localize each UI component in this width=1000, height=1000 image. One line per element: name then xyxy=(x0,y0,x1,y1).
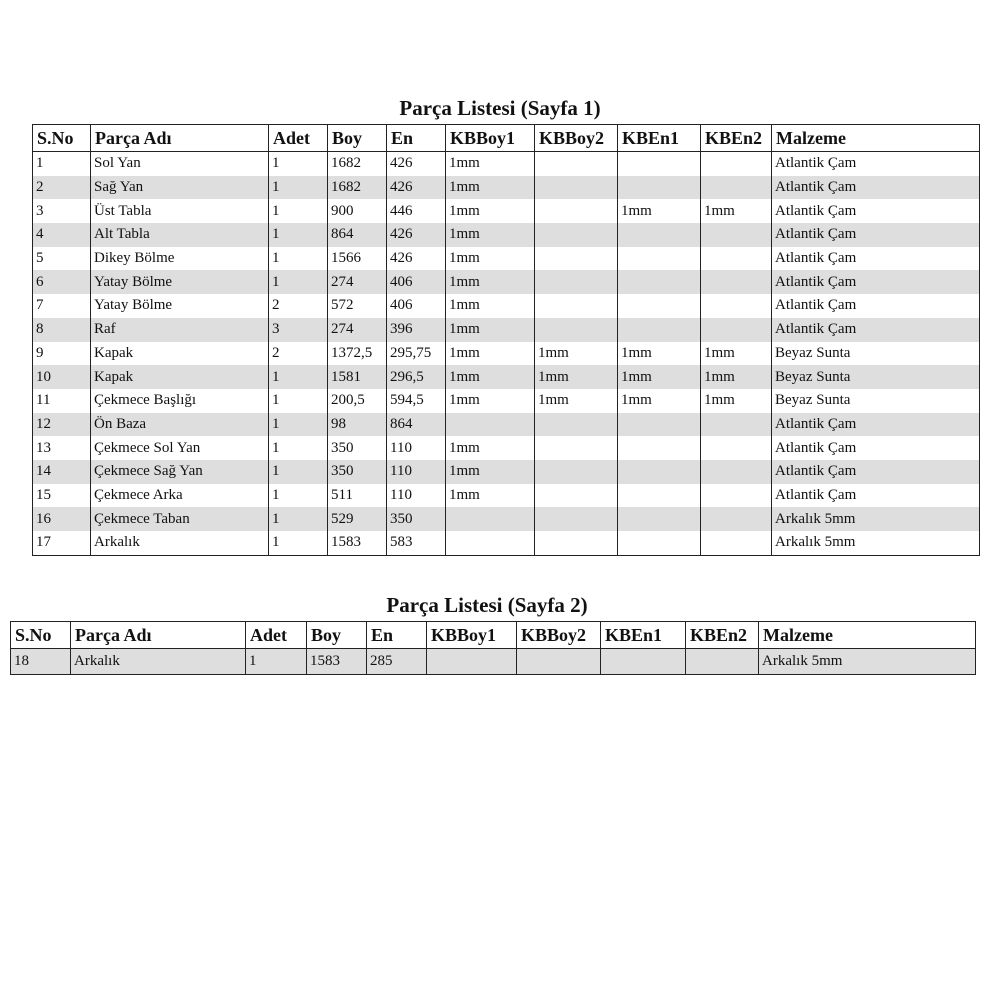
column-header: KBEn1 xyxy=(601,622,686,649)
table-cell: 11 xyxy=(33,389,91,413)
table-cell: 406 xyxy=(387,270,446,294)
table-cell xyxy=(701,484,772,508)
table-cell: Beyaz Sunta xyxy=(772,365,980,389)
table-cell: 511 xyxy=(328,484,387,508)
table-cell: 16 xyxy=(33,507,91,531)
table-header-row xyxy=(33,125,980,152)
table-cell: 1 xyxy=(269,152,328,176)
table-cell xyxy=(618,152,701,176)
table-cell: Beyaz Sunta xyxy=(772,389,980,413)
table-cell: 295,75 xyxy=(387,342,446,366)
column-header: Malzeme xyxy=(772,125,980,152)
column-header: KBEn1 xyxy=(618,125,701,152)
table-cell xyxy=(701,247,772,271)
table-cell: 864 xyxy=(328,223,387,247)
table-cell xyxy=(618,531,701,555)
table-cell: Atlantik Çam xyxy=(772,318,980,342)
table-cell: 426 xyxy=(387,152,446,176)
table-row xyxy=(33,484,980,508)
table-cell xyxy=(701,294,772,318)
table-cell xyxy=(701,436,772,460)
table-cell: Atlantik Çam xyxy=(772,436,980,460)
table-cell: 1mm xyxy=(446,484,535,508)
table-cell: Atlantik Çam xyxy=(772,484,980,508)
table-cell: 1 xyxy=(269,413,328,437)
table-cell: 1mm xyxy=(701,389,772,413)
column-header: KBBoy1 xyxy=(427,622,517,649)
table-cell: 1mm xyxy=(618,365,701,389)
table-cell xyxy=(701,507,772,531)
table-cell xyxy=(535,531,618,555)
table-cell: Arkalık xyxy=(91,531,269,555)
column-header: Parça Adı xyxy=(91,125,269,152)
column-header: Adet xyxy=(246,622,307,649)
table-cell xyxy=(535,318,618,342)
table-cell xyxy=(535,436,618,460)
table-cell xyxy=(618,507,701,531)
table-cell: 3 xyxy=(269,318,328,342)
table-cell: 274 xyxy=(328,318,387,342)
table-cell: 1mm xyxy=(446,223,535,247)
table-cell: Atlantik Çam xyxy=(772,223,980,247)
table-cell xyxy=(686,649,759,675)
table-cell: 13 xyxy=(33,436,91,460)
table-cell: Atlantik Çam xyxy=(772,413,980,437)
table-cell xyxy=(618,413,701,437)
table-cell: 583 xyxy=(387,531,446,555)
table-cell: 1 xyxy=(33,152,91,176)
table-cell: 1 xyxy=(269,199,328,223)
table-cell: 7 xyxy=(33,294,91,318)
column-header: KBBoy2 xyxy=(517,622,601,649)
table-row xyxy=(33,436,980,460)
table-cell: Çekmece Arka xyxy=(91,484,269,508)
table-cell: 17 xyxy=(33,531,91,555)
table-cell xyxy=(535,247,618,271)
table-row xyxy=(11,649,976,675)
parts-table-page-2 xyxy=(10,621,976,675)
table-cell: Sol Yan xyxy=(91,152,269,176)
table-cell: Kapak xyxy=(91,365,269,389)
table-cell: 446 xyxy=(387,199,446,223)
table-cell: 1mm xyxy=(618,342,701,366)
table-cell xyxy=(535,460,618,484)
table-cell xyxy=(701,460,772,484)
table-cell: 594,5 xyxy=(387,389,446,413)
table-cell: 296,5 xyxy=(387,365,446,389)
table-cell: 18 xyxy=(11,649,71,675)
table-cell: 529 xyxy=(328,507,387,531)
table-cell xyxy=(618,436,701,460)
table-cell: 200,5 xyxy=(328,389,387,413)
table-cell xyxy=(446,531,535,555)
table-cell: 350 xyxy=(328,460,387,484)
table-cell xyxy=(535,270,618,294)
table-row xyxy=(33,270,980,294)
table-cell: Kapak xyxy=(91,342,269,366)
table-cell: Üst Tabla xyxy=(91,199,269,223)
table-row xyxy=(33,507,980,531)
table-cell: 1682 xyxy=(328,176,387,200)
table-cell: Arkalık 5mm xyxy=(759,649,976,675)
table-cell: Arkalık 5mm xyxy=(772,531,980,555)
column-header: En xyxy=(387,125,446,152)
table-cell: 1mm xyxy=(446,342,535,366)
table-cell: 274 xyxy=(328,270,387,294)
table-cell xyxy=(601,649,686,675)
table-cell: Yatay Bölme xyxy=(91,270,269,294)
table-row xyxy=(33,365,980,389)
table-cell: 1mm xyxy=(446,460,535,484)
table-cell: 1mm xyxy=(701,199,772,223)
table-cell xyxy=(701,318,772,342)
table-cell: 5 xyxy=(33,247,91,271)
column-header: En xyxy=(367,622,427,649)
table-cell xyxy=(701,223,772,247)
table-cell: 1581 xyxy=(328,365,387,389)
table-cell: Ön Baza xyxy=(91,413,269,437)
table-row xyxy=(33,413,980,437)
table-cell xyxy=(701,270,772,294)
table-cell: 1mm xyxy=(446,199,535,223)
table-cell: 426 xyxy=(387,223,446,247)
table-cell xyxy=(701,413,772,437)
table-cell xyxy=(701,152,772,176)
table-cell: Arkalık xyxy=(71,649,246,675)
table-cell xyxy=(535,152,618,176)
table-cell: 1mm xyxy=(701,342,772,366)
table-cell xyxy=(618,484,701,508)
table-cell: Sağ Yan xyxy=(91,176,269,200)
table-cell: 426 xyxy=(387,247,446,271)
table-cell: 864 xyxy=(387,413,446,437)
table-cell: 2 xyxy=(269,342,328,366)
table-cell: 1mm xyxy=(535,365,618,389)
column-header: Adet xyxy=(269,125,328,152)
table-cell: Beyaz Sunta xyxy=(772,342,980,366)
table-row xyxy=(33,531,980,555)
table-cell: 572 xyxy=(328,294,387,318)
column-header: KBEn2 xyxy=(686,622,759,649)
table-cell: 10 xyxy=(33,365,91,389)
table-cell: 1682 xyxy=(328,152,387,176)
table-cell: 12 xyxy=(33,413,91,437)
table-cell: 15 xyxy=(33,484,91,508)
table-cell: 110 xyxy=(387,460,446,484)
table-row xyxy=(33,176,980,200)
table-cell: 6 xyxy=(33,270,91,294)
table-cell: 4 xyxy=(33,223,91,247)
table-cell xyxy=(618,318,701,342)
table-cell: 1mm xyxy=(446,436,535,460)
table-cell xyxy=(618,223,701,247)
column-header: Boy xyxy=(328,125,387,152)
table-cell xyxy=(535,413,618,437)
table-cell: 3 xyxy=(33,199,91,223)
table-cell xyxy=(535,294,618,318)
table-cell: 1372,5 xyxy=(328,342,387,366)
table-cell xyxy=(618,294,701,318)
table-cell: Raf xyxy=(91,318,269,342)
table-cell: Çekmece Sol Yan xyxy=(91,436,269,460)
table-cell: Atlantik Çam xyxy=(772,152,980,176)
table-cell: Arkalık 5mm xyxy=(772,507,980,531)
table-cell: 1mm xyxy=(446,365,535,389)
table-cell: 98 xyxy=(328,413,387,437)
table-cell xyxy=(427,649,517,675)
column-header: S.No xyxy=(33,125,91,152)
table-cell: 1mm xyxy=(535,389,618,413)
column-header: KBBoy2 xyxy=(535,125,618,152)
table-cell: Atlantik Çam xyxy=(772,247,980,271)
table-cell: 9 xyxy=(33,342,91,366)
column-header: S.No xyxy=(11,622,71,649)
table-cell: 110 xyxy=(387,436,446,460)
table-cell: 406 xyxy=(387,294,446,318)
table-cell: 1 xyxy=(269,176,328,200)
table-cell: Atlantik Çam xyxy=(772,176,980,200)
column-header: Parça Adı xyxy=(71,622,246,649)
table-cell: 1mm xyxy=(701,365,772,389)
table-cell: 426 xyxy=(387,176,446,200)
table-cell: 1 xyxy=(269,460,328,484)
table-cell: 1 xyxy=(246,649,307,675)
table-cell: Çekmece Taban xyxy=(91,507,269,531)
table-cell: 1mm xyxy=(446,294,535,318)
table-cell xyxy=(701,531,772,555)
table-cell xyxy=(446,507,535,531)
table-cell: 1 xyxy=(269,247,328,271)
table-cell: 1 xyxy=(269,484,328,508)
table-cell: Çekmece Başlığı xyxy=(91,389,269,413)
table-cell: 1mm xyxy=(618,389,701,413)
table-cell: 396 xyxy=(387,318,446,342)
table-cell: 900 xyxy=(328,199,387,223)
table-cell: Atlantik Çam xyxy=(772,460,980,484)
column-header: Malzeme xyxy=(759,622,976,649)
parts-table-page-1 xyxy=(32,124,980,556)
table-cell: 110 xyxy=(387,484,446,508)
table-cell: 1mm xyxy=(446,176,535,200)
table-row xyxy=(33,199,980,223)
column-header: KBEn2 xyxy=(701,125,772,152)
table-row xyxy=(33,342,980,366)
table-cell xyxy=(535,199,618,223)
table-cell: 1mm xyxy=(446,270,535,294)
table-cell: 1mm xyxy=(446,247,535,271)
table-cell: 1583 xyxy=(328,531,387,555)
table-cell: 350 xyxy=(387,507,446,531)
table-cell: 1 xyxy=(269,223,328,247)
table-row xyxy=(33,223,980,247)
table-cell: 2 xyxy=(33,176,91,200)
table-header-row xyxy=(11,622,976,649)
table-cell xyxy=(517,649,601,675)
table-row xyxy=(33,294,980,318)
table-row xyxy=(33,460,980,484)
page-1-title: Parça Listesi (Sayfa 1) xyxy=(399,96,601,120)
table-cell: Atlantik Çam xyxy=(772,199,980,223)
table-cell: Atlantik Çam xyxy=(772,294,980,318)
table-cell xyxy=(618,176,701,200)
table-cell: 350 xyxy=(328,436,387,460)
table-row xyxy=(33,318,980,342)
table-cell: 8 xyxy=(33,318,91,342)
table-cell: Atlantik Çam xyxy=(772,270,980,294)
table-cell: 1 xyxy=(269,365,328,389)
table-row xyxy=(33,247,980,271)
table-cell: 1 xyxy=(269,389,328,413)
table-cell: 1 xyxy=(269,531,328,555)
column-header: KBBoy1 xyxy=(446,125,535,152)
table-cell xyxy=(618,247,701,271)
table-cell xyxy=(618,270,701,294)
table-cell: 2 xyxy=(269,294,328,318)
table-cell: 1mm xyxy=(446,318,535,342)
table-row xyxy=(33,389,980,413)
table-cell: 1566 xyxy=(328,247,387,271)
table-cell xyxy=(701,176,772,200)
table-cell xyxy=(535,176,618,200)
page-2-title: Parça Listesi (Sayfa 2) xyxy=(386,593,588,617)
table-cell: Alt Tabla xyxy=(91,223,269,247)
table-cell xyxy=(446,413,535,437)
table-cell: 1 xyxy=(269,436,328,460)
table-cell: 14 xyxy=(33,460,91,484)
table-cell: 1mm xyxy=(446,389,535,413)
table-cell xyxy=(535,507,618,531)
table-cell xyxy=(535,484,618,508)
table-cell: 1 xyxy=(269,270,328,294)
table-cell: 1mm xyxy=(618,199,701,223)
column-header: Boy xyxy=(307,622,367,649)
table-cell: Çekmece Sağ Yan xyxy=(91,460,269,484)
table-cell: Yatay Bölme xyxy=(91,294,269,318)
table-cell: Dikey Bölme xyxy=(91,247,269,271)
table-row xyxy=(33,152,980,176)
table-cell xyxy=(618,460,701,484)
table-cell: 1mm xyxy=(535,342,618,366)
table-cell: 1583 xyxy=(307,649,367,675)
table-cell: 1mm xyxy=(446,152,535,176)
table-cell xyxy=(535,223,618,247)
table-cell: 285 xyxy=(367,649,427,675)
table-cell: 1 xyxy=(269,507,328,531)
